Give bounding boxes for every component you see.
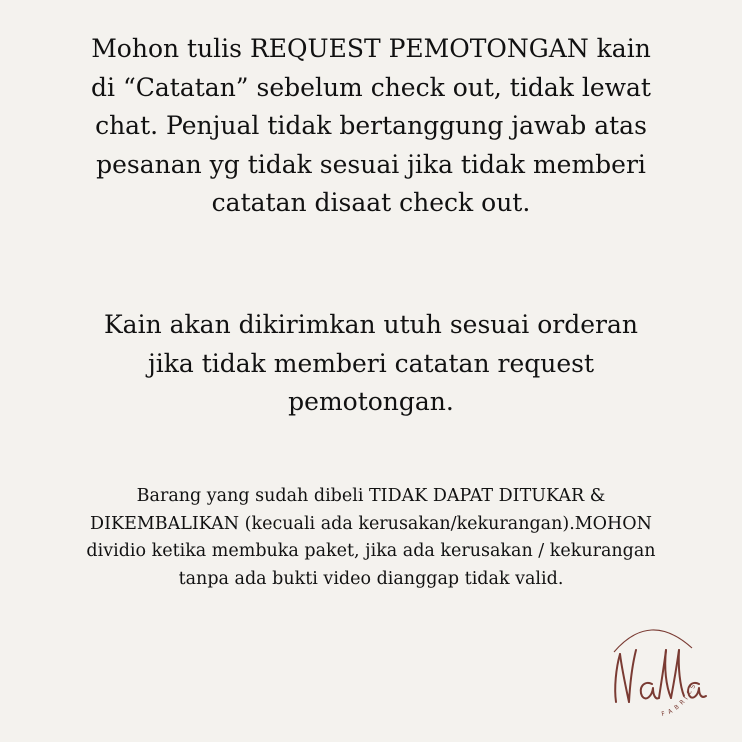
- nalla-fabrics-logo: [600, 618, 712, 736]
- notice-line: Barang yang sudah dibeli TIDAK DAPAT DITUKAR &: [136, 486, 606, 506]
- svg-text:B: B: [673, 703, 681, 712]
- svg-text:C: C: [685, 689, 694, 696]
- svg-text:R: R: [678, 698, 687, 707]
- notice-line: Mohon tulis REQUEST PEMOTONGAN kain: [91, 34, 651, 63]
- logo-subtext: [661, 684, 697, 718]
- notice-line: pesanan yg tidak sesuai jika tidak memberi: [96, 149, 646, 179]
- notice-paragraph-cutting-request: [0, 30, 742, 223]
- notice-line: tanpa ada bukti video dianggap tidak valid.: [178, 568, 564, 589]
- notice-line: chat. Penjual tidak bertanggung jawab atas: [95, 111, 647, 140]
- notice-line: Kain akan dikirimkan utuh sesuai orderan: [104, 310, 638, 339]
- notice-line: DIKEMBALIKAN (kecuali ada kerusakan/kekurangan).MOHON: [90, 513, 652, 534]
- notice-line: jika tidak memberi catatan request: [147, 348, 595, 378]
- svg-text:F: F: [660, 710, 666, 718]
- notice-paragraph-whole-fabric: [0, 306, 742, 422]
- notice-line: di “Catatan” sebelum check out, tidak lewat: [91, 72, 651, 102]
- notice-line: catatan disaat check out.: [211, 188, 531, 217]
- notice-line: pemotongan.: [288, 387, 454, 416]
- svg-text:A: A: [666, 707, 674, 716]
- svg-text:I: I: [682, 695, 690, 702]
- logo-arch: [614, 630, 692, 652]
- svg-text:S: S: [689, 683, 698, 690]
- notice-line: dividio ketika membuka paket, jika ada kerusakan / kekurangan: [86, 541, 656, 561]
- logo-graphic: [600, 618, 712, 736]
- notice-paragraph-return-policy: [0, 483, 742, 593]
